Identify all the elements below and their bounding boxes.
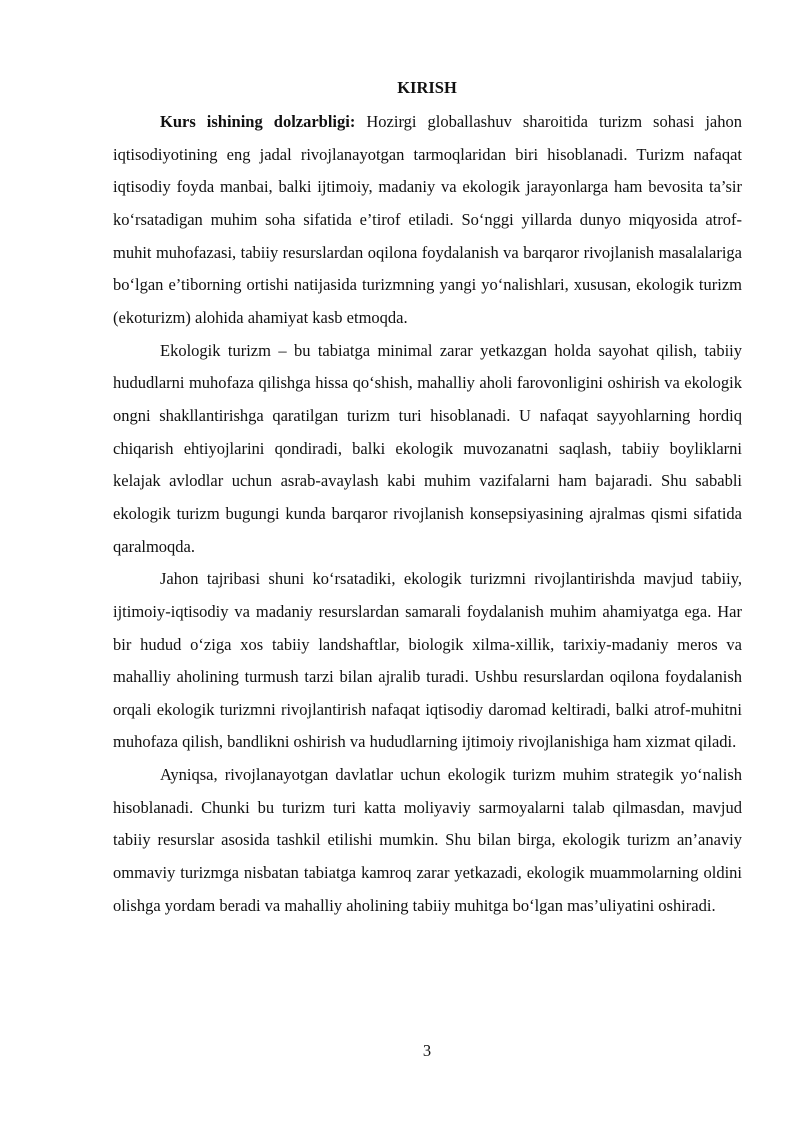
body-text (113, 106, 742, 922)
paragraph-lead: Kurs ishining dolzarbligi: (160, 112, 356, 131)
paragraph-text: Ayniqsa, rivojlanayotgan davlatlar uchun ekologik turizm muhim strategik yo‘nalish hisoblanadi. Chunki bu turizm turi katta moliyaviy sarmoyalarni talab qilmasdan, mavjud tabiiy resurslar asosida tashkil etilishi mumkin. Shu bilan birga, ekologik turizm an’anaviy ommaviy turizmga nisbatan tabiatga kamroq zarar yetkazadi, ekologik muammolarning oldini olishga yordam beradi va mahalliy aholining tabiiy muhitga bo‘lgan mas’uliyatini oshiradi. (113, 765, 742, 915)
paragraph-text: Ekologik turizm – bu tabiatga minimal zarar yetkazgan holda sayohat qilish, tabiiy hududlarni muhofaza qilishga hissa qo‘shish, mahalliy aholi farovonligini oshirish va ekologik ongni shakllantirishga qaratilgan turizm turi hisoblanadi. U nafaqat sayyohlarning hordiq chiqarish ehtiyojlarini qondiradi, balki ekologik muvozanatni saqlash, tabiiy boyliklarni kelajak avlodlar uchun asrab-avaylash kabi muhim vazifalarni ham bajaradi. Shu sababli ekologik turizm bugungi kunda barqaror rivojlanish konsepsiyasining ajralmas qismi sifatida qaralmoqda. (113, 340, 742, 556)
paragraph-relevance (113, 106, 742, 335)
page-number: 3 (422, 1041, 432, 1060)
paragraph-developing-countries (113, 759, 742, 922)
paragraph-text: Hozirgi globallashuv sharoitida turizm sohasi jahon iqtisodiyotining eng jadal rivojlanayotgan tarmoqlaridan biri hisoblanadi. Turizm nafaqat iqtisodiy foyda manbai, balki ijtimoiy, madaniy va ekologik jarayonlarga ham bevosita ta’sir ko‘rsatadigan muhim soha sifatida e’tirof etiladi. So‘nggi yillarda dunyo miqyosida atrof-muhit muhofazasi, tabiiy resurslardan oqilona foydalanish va barqaror rivojlanish masalalariga bo‘lgan e’tiborning ortishi natijasida turizmning yangi yo‘nalishlari, xususan, ekologik turizm (ekoturizm) alohida ahamiyat kasb etmoqda. (113, 112, 742, 327)
paragraph-world-experience (113, 563, 742, 759)
page-title: KIRISH (397, 78, 457, 97)
paragraph-ecotourism-definition (113, 335, 742, 564)
paragraph-text: Jahon tajribasi shuni ko‘rsatadiki, ekologik turizmni rivojlantirishda mavjud tabiiy, ijtimoiy-iqtisodiy va madaniy resurslardan samarali foydalanish muhim ahamiyatga ega. Har bir hudud o‘ziga xos tabiiy landshaftlar, biologik xilma-xillik, tarixiy-madaniy meros va mahalliy aholining turmush tarzi bilan ajralib turadi. Ushbu resurslardan oqilona foydalanish orqali ekologik turizmni rivojlantirish nafaqat iqtisodiy daromad keltiradi, balki atrof-muhitni muhofaza qilish, bandlikni oshirish va hududlarning ijtimoiy rivojlanishiga ham xizmat qiladi. (113, 569, 742, 752)
